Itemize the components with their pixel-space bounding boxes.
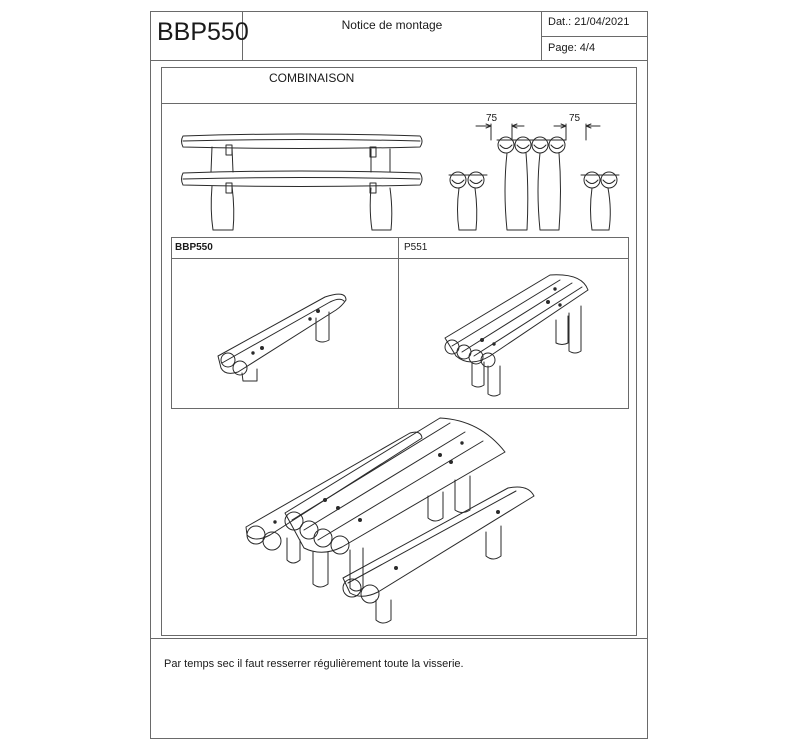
section-title: COMBINAISON	[269, 71, 355, 85]
page-number: Page: 4/4	[548, 42, 596, 54]
maintenance-note: Par temps sec il faut resserrer régulièrement toute la visserie.	[164, 658, 464, 670]
dimension-left: 75	[486, 113, 498, 124]
combination-assembly-drawing	[246, 418, 534, 623]
product-code: BBP550	[157, 18, 249, 46]
p551-table-drawing	[445, 275, 588, 396]
document-date: Dat.: 21/04/2021	[548, 16, 630, 28]
panel-label-left: BBP550	[175, 242, 213, 253]
panel-label-right: P551	[404, 242, 428, 253]
document-title: Notice de montage	[341, 18, 443, 32]
dimension-right: 75	[569, 113, 581, 124]
bbp550-bench-drawing	[218, 294, 346, 381]
front-elevation-drawing	[449, 124, 619, 230]
side-elevation-drawing	[182, 134, 423, 230]
